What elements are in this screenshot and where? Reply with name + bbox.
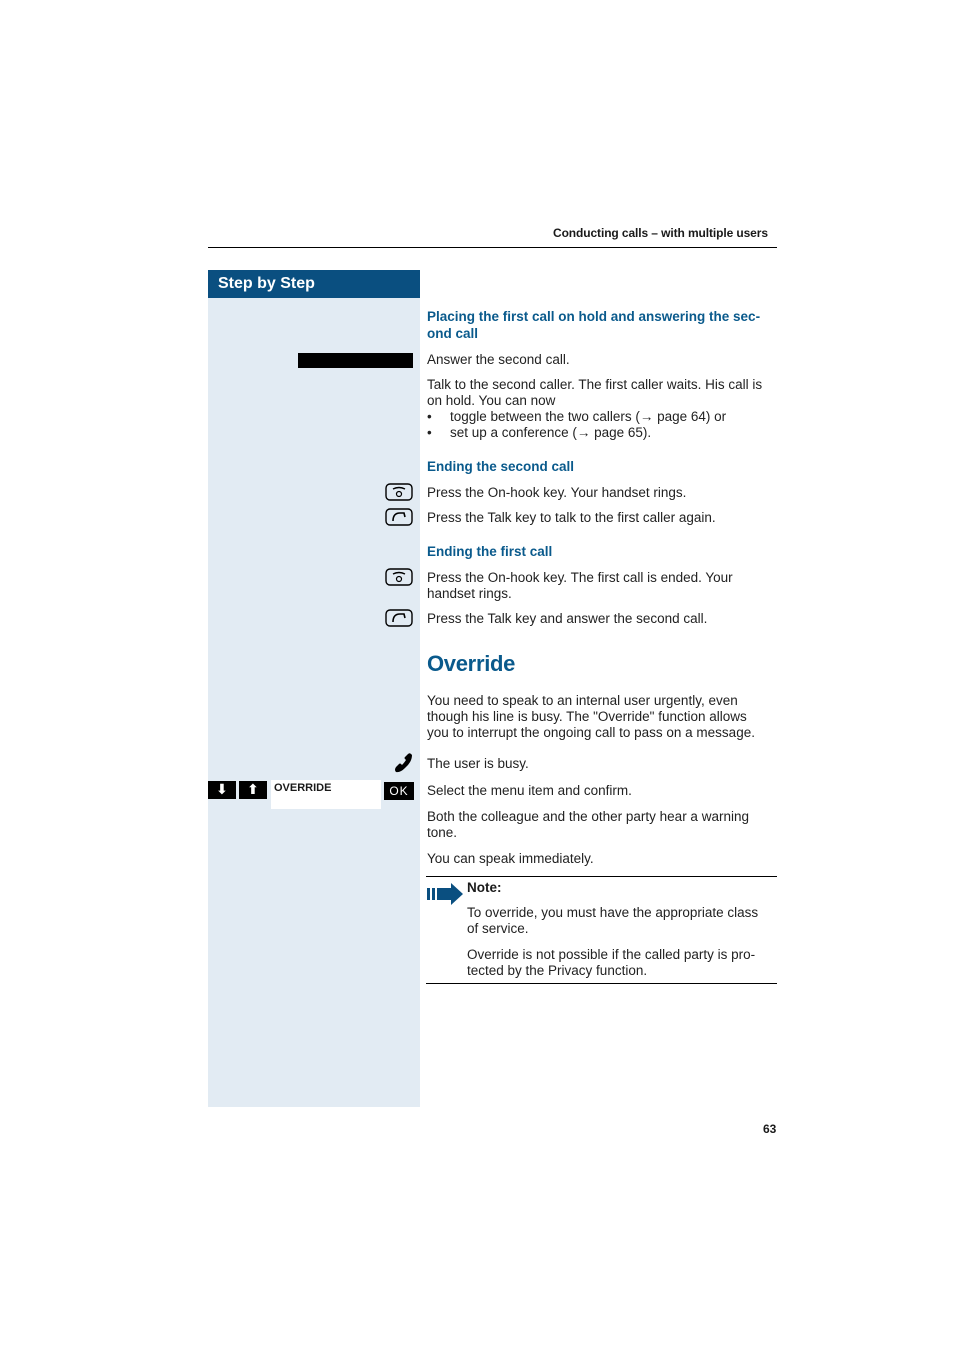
arrow-down-icon[interactable]: ⬇ [208, 781, 236, 799]
note-paragraph [467, 905, 779, 937]
text-line: To override, you must have the appropriate class [467, 905, 759, 920]
arrow-up-icon[interactable]: ⬆ [239, 781, 267, 799]
header-rule [208, 247, 777, 248]
text-line: Talk to the second caller. The first caller waits. His call is [427, 377, 763, 392]
menu-item-override[interactable]: OVERRIDE [274, 782, 332, 794]
text-line: on hold. You can now [427, 393, 556, 408]
display-bar [298, 353, 413, 368]
list-item [427, 425, 779, 441]
list-item-text: toggle between the two callers (→ page 64) or [450, 409, 727, 424]
step-text: Press the Talk key and answer the second call. [427, 611, 708, 626]
text-line: Press the On-hook key. The first call is ended. Your [427, 570, 733, 585]
handset-icon [393, 752, 413, 774]
list-item [427, 409, 779, 425]
step-by-step-sidebar [208, 270, 420, 1107]
text-line: though his line is busy. The "Override" function allows [427, 709, 747, 724]
text-line: tone. [427, 825, 458, 840]
onhook-key-icon [385, 483, 413, 502]
heading-line: ond call [427, 326, 479, 341]
step-text: Select the menu item and confirm. [427, 783, 632, 798]
running-header: Conducting calls – with multiple users [553, 226, 768, 240]
text-line: of service. [467, 921, 529, 936]
sidebar-title: Step by Step [208, 270, 420, 298]
section-heading-end-second: Ending the second call [427, 459, 575, 474]
text-line: you to interrupt the ongoing call to pass on a message. [427, 725, 755, 740]
step-text: The user is busy. [427, 756, 529, 771]
bullet: • [427, 409, 432, 424]
text-line: tected by the Privacy function. [467, 963, 648, 978]
talk-key-icon [385, 609, 413, 628]
talk-key-icon [385, 508, 413, 527]
step-text: Answer the second call. [427, 352, 570, 367]
step-text [427, 377, 779, 441]
note-arrow-icon [427, 882, 464, 906]
section-heading-end-first: Ending the first call [427, 544, 553, 559]
bullet: • [427, 425, 432, 440]
text-line: handset rings. [427, 586, 512, 601]
override-heading: Override [427, 651, 516, 676]
note-top-rule [426, 876, 777, 877]
text-line: Override is not possible if the called party is pro- [467, 947, 756, 962]
note-title: Note: [467, 880, 502, 895]
override-intro [427, 693, 779, 741]
text-line: You need to speak to an internal user urgently, even [427, 693, 738, 708]
step-text [427, 570, 779, 602]
section-heading-hold [427, 308, 779, 342]
step-text: Press the On-hook key. Your handset rings. [427, 485, 687, 500]
note-bottom-rule [426, 983, 777, 984]
step-text [427, 809, 779, 841]
step-text: Press the Talk key to talk to the first caller again. [427, 510, 716, 525]
step-text: You can speak immediately. [427, 851, 594, 866]
onhook-key-icon [385, 568, 413, 587]
page-number: 63 [763, 1122, 777, 1136]
heading-line: Placing the first call on hold and answering the sec- [427, 309, 761, 324]
ok-button[interactable]: OK [384, 782, 414, 800]
list-item-text: set up a conference (→ page 65). [450, 425, 652, 440]
text-line: Both the colleague and the other party hear a warning [427, 809, 749, 824]
note-paragraph [467, 947, 779, 979]
